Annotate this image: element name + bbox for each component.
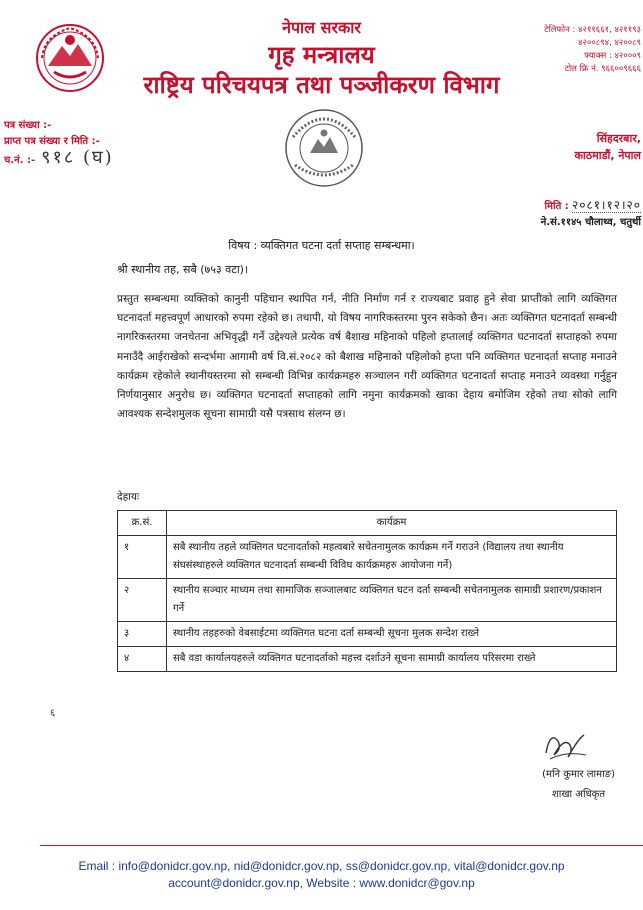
row-sn: २ [118, 579, 167, 622]
letter-body: प्रस्तुत सम्बन्धमा व्यक्तिको कानुनी पहिचान स्थापित गर्न, नीति निर्माण गर्न र राज्यबाट प्रवाह हुने सेवा प्राप्तीको लागि व्यक्तिगत घटनादर्ता महत्त्वपूर्ण आधारको रुपमा रहेको छ। तथापी, यो विषय नागरिकस्तरमा पुरन सकेको छैन। अतः व्यक्तिगत घटनादर्ता सम्बन्धी नागरिकस्तरमा जनचेतना अभिवृद्धी गर्ने उद्देश्यले प्रत्येक वर्ष बैशाख महिनाको पहिलो हप्तालाई व्यक्तिगत घटनादर्ता सप्ताहको रुपमा मनाउँदै आईराखेको सन्दर्भमा आगामी वर्ष वि.सं.२०८२ को बैशाख महिनाको पहिलोको हप्ता पनि व्यक्तिगत घटनादर्ता सप्ताह मनाउने कार्यक्रम रहेकोले स्थानीयस्तरमा सो सम्बन्धी विभिन्न कार्यक्रमहरु सञ्चालन गरी व्यक्तिगत घटनादर्ता सप्ताह मनाउने व्यवस्था गर्नुहुन निर्णयानुसार अनुरोध छ। व्यक्तिगत घटनादर्ता सप्ताहको लागि नमुना कार्यक्रमको खाका देहाय बमोजिम रहेको तथा सोको लागि आवश्यक सन्देशमुलक सूचना सामाग्री यसै पत्रसाथ संलग्न छ। [117, 293, 617, 421]
signature-icon [540, 727, 590, 765]
chalani-label: च.नं. :- [4, 155, 36, 166]
row-sn: ३ [118, 622, 167, 647]
program-table [117, 510, 617, 672]
signatory-designation: शाखा अधिकृत [551, 789, 606, 800]
chalani-number: ९१८ (घ) [41, 147, 114, 168]
table-row [118, 622, 617, 647]
telephone-numbers-1: ४२११६६१, ४२११९३ [578, 25, 641, 35]
patra-sankhya: पत्र संख्या :- [4, 120, 52, 131]
dehaya-label: देहायः [117, 491, 140, 503]
table-row [118, 536, 617, 579]
row-program: स्थानीय तहहरुको वेबसाईटमा व्यक्तिगत घटना दर्ता सम्बन्धी सूचना मुलक सन्देश राख्ने [167, 622, 617, 647]
telephone-label: टेलिफोन : [544, 25, 576, 35]
address-line-2: काठमाडौं, नेपाल [574, 149, 641, 162]
fax-number: फ्याक्स : ४२०००९ [584, 51, 641, 61]
telephone-numbers-2: ४२००८९४, ४२००८९ [578, 38, 641, 48]
header-department: राष्ट्रिय परिचयपत्र तथा पञ्जीकरण विभाग [143, 71, 500, 99]
date-label: मिति : [544, 201, 569, 212]
col-header-program: कार्यक्रम [167, 511, 617, 536]
row-program: सबै वडा कार्यालयहरुले व्यक्तिगत घटनादर्ताको महत्त्व दर्शाउने सूचना सामाग्री कार्यालय परिसरमा राख्ने [167, 647, 617, 672]
table-row [118, 647, 617, 672]
row-sn: ४ [118, 647, 167, 672]
letter-recipient: श्री स्थानीय तह, सबै (७५३ वटा)। [117, 263, 249, 276]
office-address [574, 130, 641, 164]
margin-mark: ६ [50, 708, 56, 719]
header-government: नेपाल सरकार [282, 18, 361, 37]
date-block [541, 197, 641, 231]
row-program: स्थानीय सञ्चार माध्यम तथा सामाजिक सञ्जालबाट व्यक्तिगत घटन दर्ता सम्बन्धी सचेतनामुलक सामाग्री प्रशारण/प्रकाशन गर्ने [167, 579, 617, 622]
row-sn: १ [118, 536, 167, 579]
nepal-sambat-date: ने.सं.११४५ चौलाथ्व, चतुर्थी [540, 217, 641, 228]
footer-website: account@donidcr.gov.np, Website : www.donidcr@gov.np [168, 876, 475, 890]
contact-info [471, 24, 641, 76]
date-value: २०८१।१२।२० [571, 198, 641, 212]
table-row [118, 579, 617, 622]
prapta-patra: प्राप्त पत्र संख्या र मिति :- [4, 136, 100, 147]
signatory-block [542, 765, 615, 805]
reference-block [4, 118, 114, 169]
col-header-sn: क्र.सं. [118, 511, 167, 536]
letter-subject: विषय : व्यक्तिगत घटना दर्ता सप्ताह सम्बन्धमा। [228, 239, 415, 252]
header-ministry: गृह मन्त्रालय [268, 41, 375, 69]
footer-contact [0, 858, 643, 892]
address-line-1: सिंहदरबार, [596, 132, 641, 145]
tollfree-number: टोल फ्रि नं. ९६६००९६६६ [564, 64, 641, 74]
footer-emails: Email : info@donidcr.gov.np, nid@donidcr.gov.np, ss@donidcr.gov.np, vital@donidcr.gov.np [78, 859, 565, 873]
department-seal-icon [283, 107, 365, 189]
signatory-name: (मनि कुमार लामाङ) [542, 769, 615, 780]
footer-divider [40, 845, 643, 846]
row-program: सबै स्थानीय तहले व्यक्तिगत घटनादर्ताको महत्वबारे सचेतनामुलक कार्यक्रम गर्ने गराउने (विद्यालय तथा स्थानीय संघसंस्थाहरुले व्यक्तिगत घटनादर्ता सम्बन्धी विविध कार्यक्रमहरु आयोजना गर्ने) [167, 536, 617, 579]
table-header-row [118, 511, 617, 536]
